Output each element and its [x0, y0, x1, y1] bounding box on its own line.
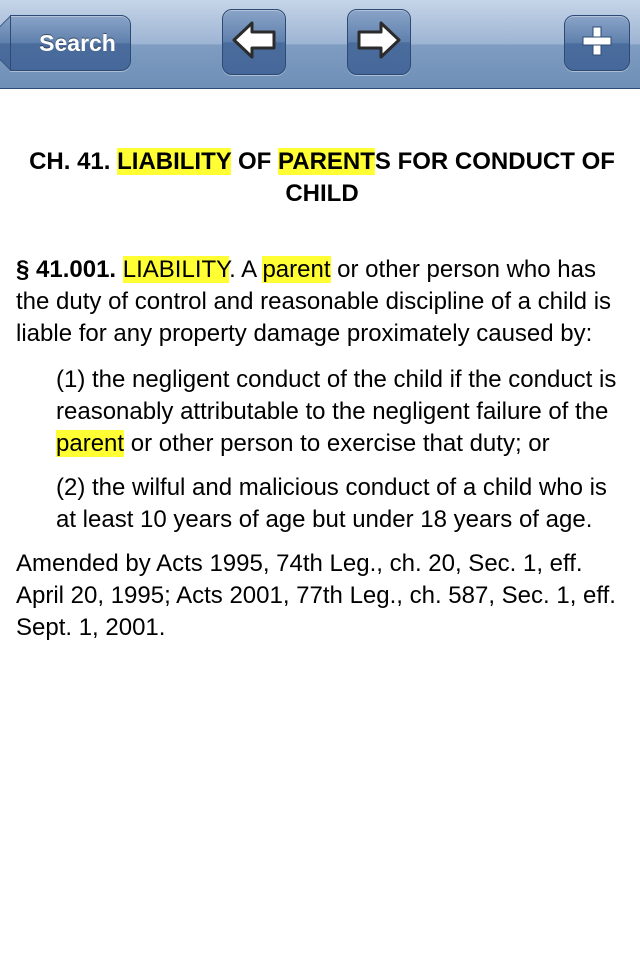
section-paragraph — [16, 254, 628, 350]
section-highlight-parent: parent — [262, 256, 331, 283]
subsection-2: (2) the wilful and malicious conduct of a child who is at least 10 years of age but under 18 years of age. — [56, 474, 607, 533]
subsection-1 — [56, 364, 628, 460]
back-button-label: Search — [39, 29, 116, 56]
previous-button[interactable] — [222, 9, 286, 75]
left-arrow-icon — [231, 20, 277, 65]
navigation-bar — [0, 0, 640, 89]
chapter-prefix: CH. 41. — [29, 148, 118, 175]
next-button[interactable] — [347, 9, 411, 75]
chapter-title — [16, 146, 628, 210]
item1-text-a: (1) the negligent conduct of the child if the conduct is reasonably attributable to the negligent failure of the — [56, 366, 617, 425]
item1-highlight-parent: parent — [56, 430, 125, 457]
section-number: § 41.001. — [16, 256, 117, 283]
section-text-b: or other person who has the duty of control and reasonable discipline of a child is liable for any property damage proximately caused by: — [16, 256, 612, 347]
chapter-highlight-liability: LIABILITY — [117, 148, 232, 175]
section-text-a: . A — [229, 256, 263, 283]
item1-text-b: or other person to exercise that duty; or — [124, 430, 550, 457]
right-arrow-icon — [356, 20, 402, 65]
amendment-note: Amended by Acts 1995, 74th Leg., ch. 20, Sec. 1, eff. April 20, 1995; Acts 2001, 77th Leg., ch. 587, Sec. 1, eff. Sept. 1, 2001. — [16, 550, 616, 641]
add-button[interactable] — [564, 15, 630, 71]
chapter-highlight-parent: PARENT — [278, 148, 375, 175]
section-space — [116, 256, 123, 283]
search-back-button[interactable] — [10, 15, 131, 71]
section-highlight-liability: LIABILITY — [122, 256, 230, 283]
chapter-mid: OF — [231, 148, 279, 175]
plus-icon — [582, 26, 612, 61]
document-content — [16, 146, 628, 644]
chapter-rest: S FOR CONDUCT OF CHILD — [285, 148, 615, 207]
